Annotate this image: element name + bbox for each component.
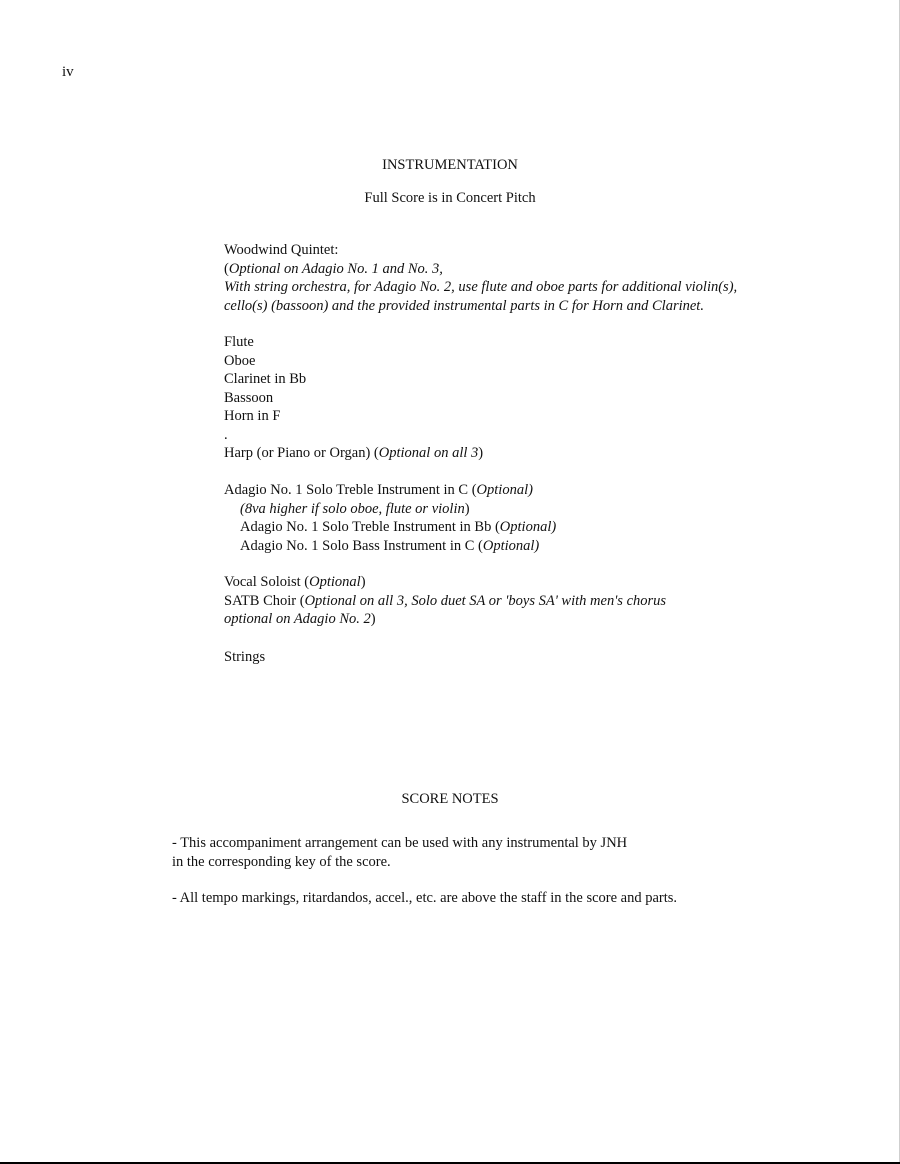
instrument-item: Horn in F: [224, 408, 281, 424]
adagio-solo-treble-bb: Adagio No. 1 Solo Treble Instrument in Bb (Optional): [240, 519, 557, 535]
instrument-item: Bassoon: [224, 389, 274, 406]
vocal-soloist-line: Vocal Soloist (Optional): [224, 574, 366, 590]
adagio-solo-block: [224, 481, 556, 555]
harp-line: Harp (or Piano or Organ) (Optional on all 3): [224, 445, 484, 461]
woodwind-note-line-2: With string orchestra, for Adagio No. 2, use flute and oboe parts for additional violin(s),: [224, 279, 738, 295]
woodwind-note-line-1: (Optional on Adagio No. 1 and No. 3,: [224, 260, 443, 277]
adagio-solo-treble-c: Adagio No. 1 Solo Treble Instrument in C (Optional): [224, 482, 533, 498]
woodwind-note-line-3: cello(s) (bassoon) and the provided instrumental parts in C for Horn and Clarinet.: [224, 297, 704, 314]
vocal-block: [224, 573, 666, 629]
woodwind-instrument-list: [224, 333, 483, 463]
score-note-1: [172, 834, 627, 871]
instrumentation-title: INSTRUMENTATION: [382, 157, 518, 173]
instrument-item: Flute: [224, 334, 254, 350]
page-number: iv: [62, 64, 74, 80]
adagio-8va-note: (8va higher if solo oboe, flute or violin): [240, 500, 470, 517]
instrument-item: Clarinet in Bb: [224, 371, 307, 387]
adagio-solo-bass-c: Adagio No. 1 Solo Bass Instrument in C (Optional): [240, 537, 540, 554]
instrument-item: Oboe: [224, 352, 256, 369]
separator-dot: .: [224, 426, 228, 443]
score-note-2: - All tempo markings, ritardandos, accel., etc. are above the staff in the score and parts.: [172, 890, 678, 906]
score-notes-title: SCORE NOTES: [401, 791, 499, 807]
score-note-1-line-1: - This accompaniment arrangement can be used with any instrumental by JNH: [172, 835, 628, 851]
strings-line: Strings: [224, 649, 266, 665]
woodwind-quintet-block: [224, 241, 737, 315]
concert-pitch-subtitle: Full Score is in Concert Pitch: [364, 190, 536, 206]
score-note-1-line-2: in the corresponding key of the score.: [172, 853, 391, 870]
woodwind-heading: Woodwind Quintet:: [224, 242, 339, 258]
satb-choir-line-1: SATB Choir (Optional on all 3, Solo duet SA or 'boys SA' with men's chorus: [224, 592, 667, 609]
satb-choir-line-2: optional on Adagio No. 2): [224, 611, 376, 627]
